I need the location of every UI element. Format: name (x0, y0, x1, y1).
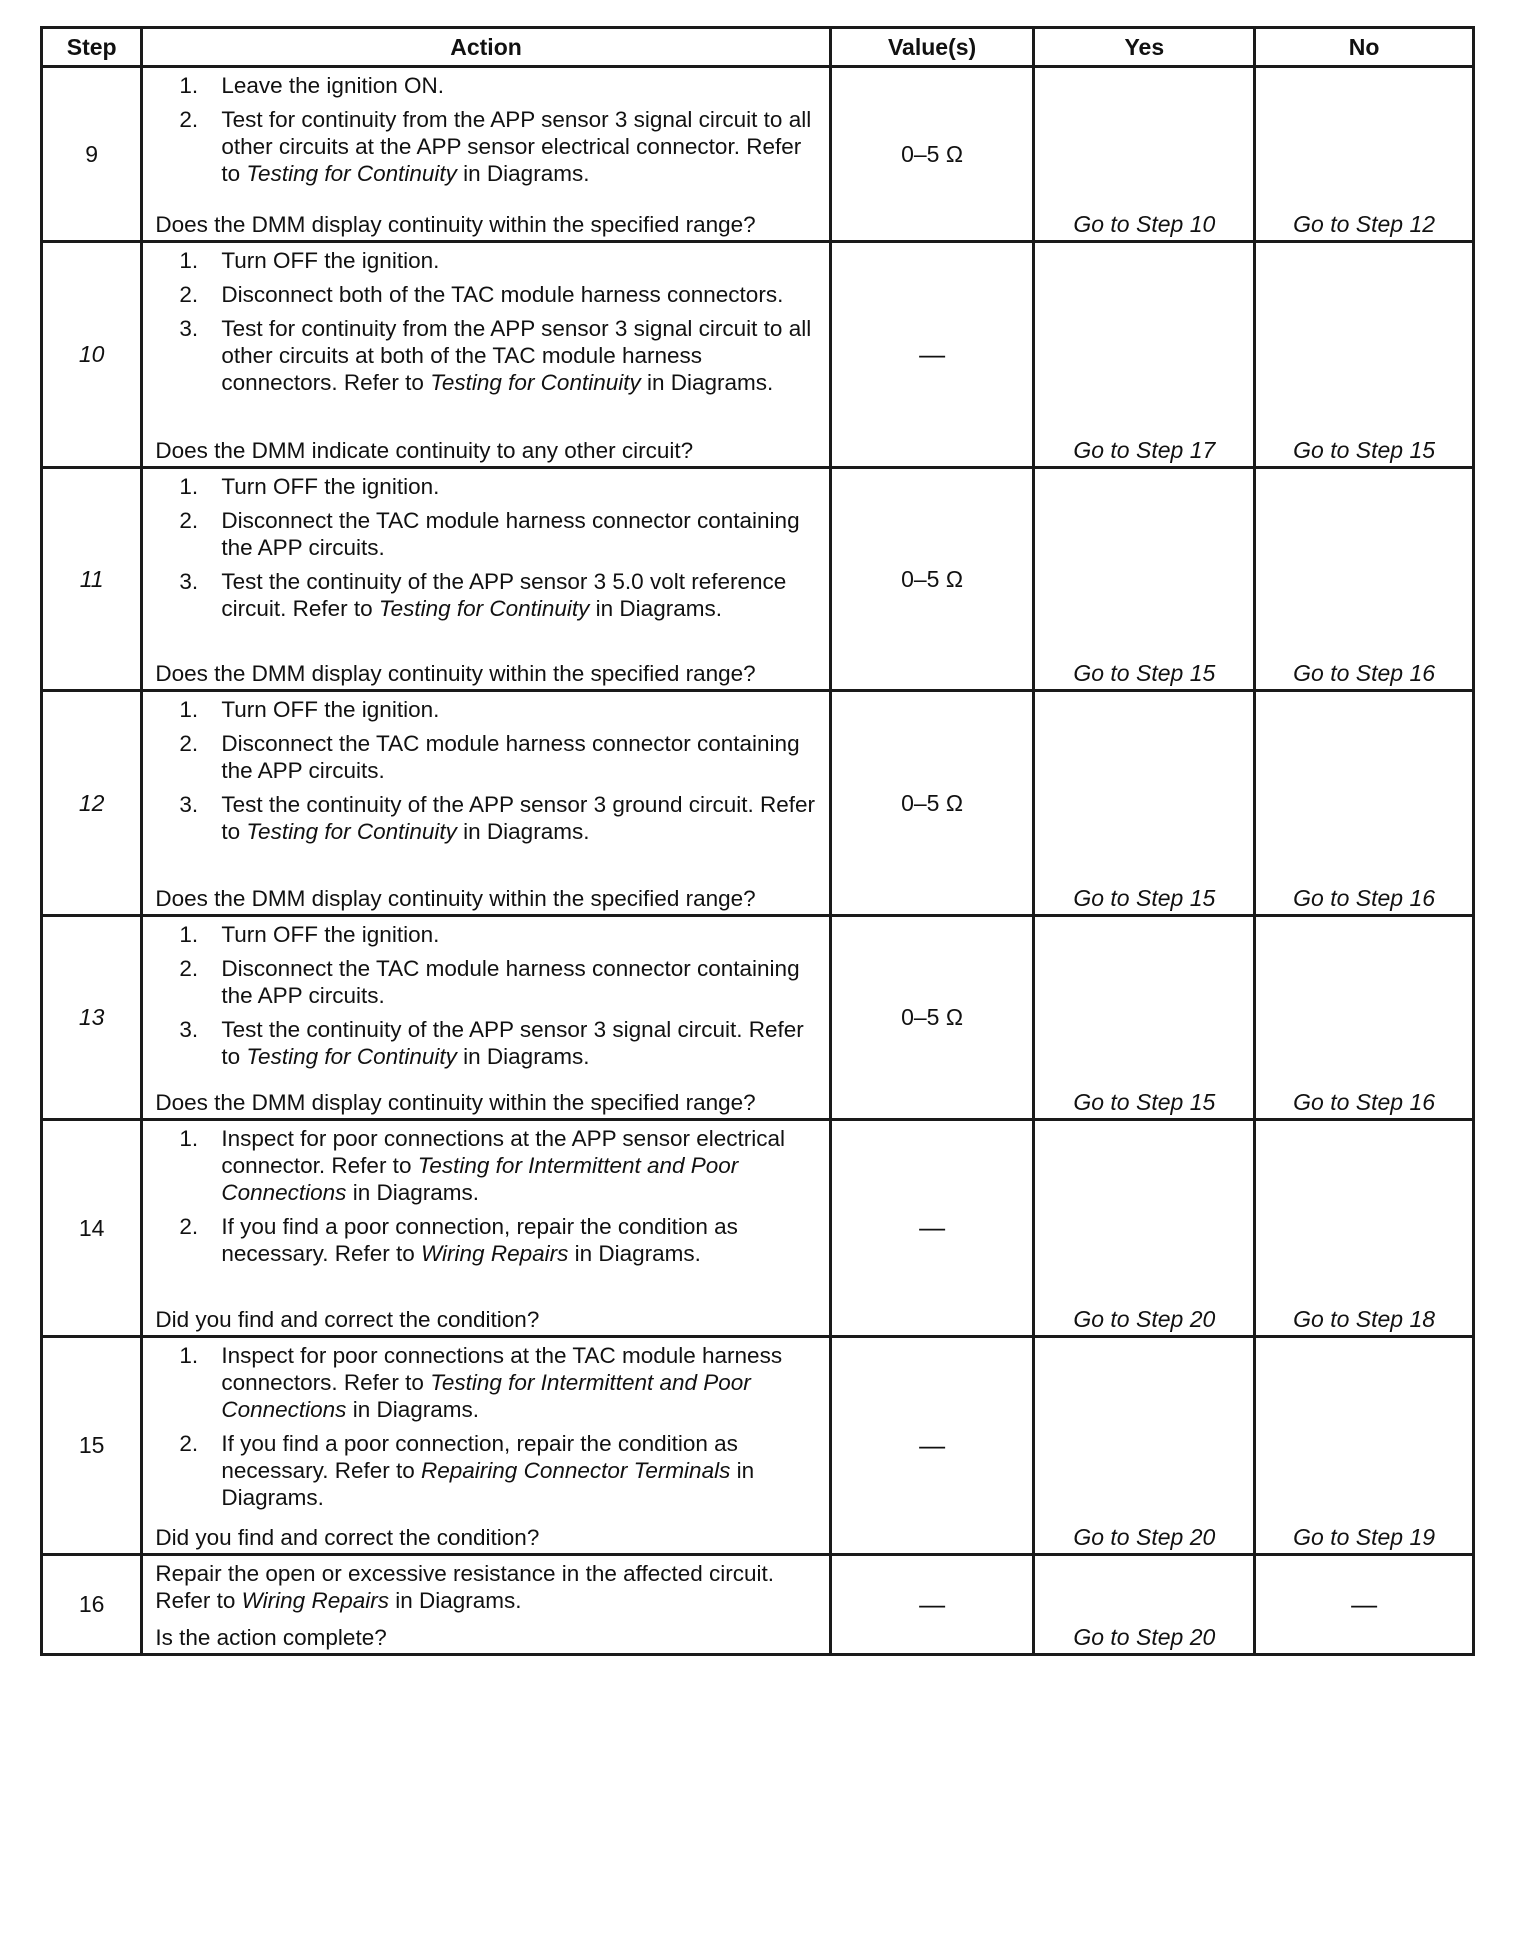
item-number: 2. (179, 731, 199, 756)
list-item (155, 507, 816, 561)
item-text: If you find a poor connection, repair the condition as necessary. Refer to (221, 1431, 738, 1483)
reference-link: Repairing Connector Terminals (421, 1458, 731, 1483)
item-text: Turn OFF the ignition. (221, 922, 440, 947)
reference-link: Testing for Continuity (246, 819, 457, 844)
value-cell: 0–5 Ω (830, 691, 1034, 916)
list-item (155, 730, 816, 784)
list-item (155, 568, 816, 622)
reference-link: Testing for Continuity (378, 596, 590, 621)
value-cell (830, 242, 1034, 468)
item-text: Test the continuity of the APP sensor 3 signal circuit. Refer to (221, 1017, 804, 1069)
item-number: 3. (179, 316, 199, 341)
item-text: Disconnect both of the TAC module harness connectors. (221, 282, 784, 307)
table-row (42, 1337, 1474, 1555)
item-text: Turn OFF the ignition. (221, 474, 440, 499)
value-text: — (919, 1588, 946, 1619)
table-row (42, 916, 1474, 1120)
reference-link: Testing for Intermittent and Poor Connections (221, 1153, 739, 1205)
item-text: Turn OFF the ignition. (221, 248, 440, 273)
item-number: 1. (179, 248, 199, 273)
header-no: No (1255, 28, 1474, 67)
item-tail: in Diagrams. (346, 1397, 479, 1422)
item-text: Test for continuity from the APP sensor 3 signal circuit to all other circuits at the APP sensor electrical connector. Refer to (221, 107, 812, 186)
question-text: Is the action complete? (155, 1625, 387, 1650)
step-number: 14 (42, 1120, 142, 1337)
item-number: 1. (179, 922, 199, 947)
value-cell (830, 1120, 1034, 1337)
list-item (155, 1213, 816, 1267)
action-cell (142, 1337, 830, 1555)
action-cell (142, 242, 830, 468)
item-number: 2. (179, 107, 199, 132)
yes-outcome: Go to Step 15 (1034, 916, 1255, 1120)
item-tail: in Diagrams. (221, 1458, 755, 1510)
item-text: Disconnect the TAC module harness connector containing the APP circuits. (221, 731, 800, 783)
item-tail: in Diagrams. (640, 370, 774, 395)
action-cell (142, 1555, 830, 1655)
table-row (42, 67, 1474, 242)
step-number: 16 (42, 1555, 142, 1655)
item-text: If you find a poor connection, repair the condition as necessary. Refer to (221, 1214, 738, 1266)
list-item (155, 696, 816, 723)
item-tail: in Diagrams. (568, 1241, 701, 1266)
value-text: — (919, 338, 946, 369)
question-text: Did you find and correct the condition? (155, 1307, 540, 1332)
list-item (155, 72, 816, 99)
no-outcome: Go to Step 16 (1255, 691, 1474, 916)
item-text: Test the continuity of the APP sensor 3 ground circuit. Refer to (221, 792, 816, 844)
item-number: 3. (179, 792, 199, 817)
no-outcome: Go to Step 16 (1255, 916, 1474, 1120)
plain-tail: in Diagrams. (388, 1588, 522, 1613)
list-item (155, 921, 816, 948)
action-steps (155, 1342, 816, 1518)
list-item (155, 955, 816, 1009)
item-tail: in Diagrams. (456, 161, 590, 186)
list-item (155, 791, 816, 845)
yes-outcome: Go to Step 20 (1034, 1120, 1255, 1337)
item-text: Inspect for poor connections at the APP sensor electrical connector. Refer to (221, 1126, 785, 1178)
item-text: Turn OFF the ignition. (221, 697, 440, 722)
action-cell (142, 1120, 830, 1337)
action-cell (142, 468, 830, 691)
value-text: — (919, 1212, 946, 1242)
no-outcome: Go to Step 16 (1255, 468, 1474, 691)
item-number: 2. (179, 956, 199, 981)
item-number: 1. (179, 73, 199, 98)
no-outcome: Go to Step 12 (1255, 67, 1474, 242)
list-item (155, 1016, 816, 1070)
value-text: — (919, 1429, 946, 1460)
value-cell: 0–5 Ω (830, 916, 1034, 1120)
action-cell (142, 916, 830, 1120)
item-number: 1. (179, 474, 199, 499)
header-step: Step (42, 28, 142, 67)
value-cell (830, 1555, 1034, 1655)
table-row (42, 691, 1474, 916)
step-number: 13 (42, 916, 142, 1120)
header-values: Value(s) (830, 28, 1034, 67)
reference-link: Testing for Intermittent and Poor Connections (221, 1370, 751, 1422)
item-text: Disconnect the TAC module harness connector containing the APP circuits. (221, 956, 800, 1008)
plain-text: Repair the open or excessive resistance in the affected circuit. Refer to (155, 1561, 775, 1613)
list-item (155, 281, 816, 308)
reference-link: Wiring Repairs (241, 1588, 389, 1613)
item-number: 1. (179, 697, 199, 722)
item-number: 1. (179, 1126, 199, 1151)
question-text: Does the DMM display continuity within the specified range? (155, 212, 756, 237)
item-tail: in Diagrams. (346, 1180, 479, 1205)
reference-link: Testing for Continuity (430, 370, 641, 395)
action-cell (142, 67, 830, 242)
list-item (155, 1430, 816, 1511)
action-steps (155, 72, 816, 194)
action-cell (142, 691, 830, 916)
question-text: Did you find and correct the condition? (155, 1525, 540, 1550)
action-steps (155, 473, 816, 629)
item-text: Test the continuity of the APP sensor 3 5.0 volt reference circuit. Refer to (221, 569, 787, 621)
header-action: Action (142, 28, 830, 67)
item-number: 2. (179, 508, 199, 533)
item-text: Test for continuity from the APP sensor 3 signal circuit to all other circuits at both of the TAC module harness connectors. Refer to (221, 316, 812, 395)
question-text: Does the DMM display continuity within the specified range? (155, 886, 756, 911)
item-tail: in Diagrams. (456, 1044, 590, 1069)
list-item (155, 1342, 816, 1423)
step-number: 10 (42, 242, 142, 468)
item-text: Inspect for poor connections at the TAC module harness connectors. Refer to (221, 1343, 783, 1395)
value-cell (830, 1337, 1034, 1555)
step-number: 11 (42, 468, 142, 691)
list-item (155, 247, 816, 274)
table-row (42, 242, 1474, 468)
action-steps (155, 247, 816, 403)
item-number: 2. (179, 1431, 199, 1456)
header-yes: Yes (1034, 28, 1255, 67)
item-number: 2. (179, 282, 199, 307)
list-item (155, 315, 816, 396)
list-item (155, 473, 816, 500)
question-text: Does the DMM indicate continuity to any other circuit? (155, 438, 694, 463)
item-number: 3. (179, 569, 199, 594)
value-cell: 0–5 Ω (830, 67, 1034, 242)
yes-outcome: Go to Step 10 (1034, 67, 1255, 242)
no-outcome (1255, 1555, 1474, 1655)
value-text: — (1351, 1588, 1378, 1619)
yes-outcome: Go to Step 15 (1034, 691, 1255, 916)
table-row (42, 1555, 1474, 1655)
list-item (155, 1125, 816, 1206)
step-number: 15 (42, 1337, 142, 1555)
action-text (155, 1560, 816, 1614)
reference-link: Wiring Repairs (421, 1241, 569, 1266)
question-text: Does the DMM display continuity within the specified range? (155, 661, 756, 686)
list-item (155, 106, 816, 187)
reference-link: Testing for Continuity (246, 161, 457, 186)
yes-outcome: Go to Step 20 (1034, 1555, 1255, 1655)
item-number: 3. (179, 1017, 199, 1042)
item-text: Disconnect the TAC module harness connector containing the APP circuits. (221, 508, 800, 560)
step-number: 12 (42, 691, 142, 916)
action-steps (155, 696, 816, 852)
table-row (42, 1120, 1474, 1337)
yes-outcome: Go to Step 15 (1034, 468, 1255, 691)
action-steps (155, 1125, 816, 1274)
table-row (42, 468, 1474, 691)
yes-outcome: Go to Step 17 (1034, 242, 1255, 468)
item-text: Leave the ignition ON. (221, 73, 444, 98)
item-number: 2. (179, 1214, 199, 1239)
item-tail: in Diagrams. (456, 819, 590, 844)
yes-outcome: Go to Step 20 (1034, 1337, 1255, 1555)
diagnostic-table (40, 26, 1475, 1656)
no-outcome: Go to Step 15 (1255, 242, 1474, 468)
value-cell: 0–5 Ω (830, 468, 1034, 691)
step-number: 9 (42, 67, 142, 242)
item-number: 1. (179, 1343, 199, 1368)
no-outcome: Go to Step 19 (1255, 1337, 1474, 1555)
reference-link: Testing for Continuity (246, 1044, 457, 1069)
header-row (42, 28, 1474, 67)
no-outcome: Go to Step 18 (1255, 1120, 1474, 1337)
question-text: Does the DMM display continuity within the specified range? (155, 1090, 756, 1115)
action-steps (155, 921, 816, 1077)
item-tail: in Diagrams. (589, 596, 722, 621)
